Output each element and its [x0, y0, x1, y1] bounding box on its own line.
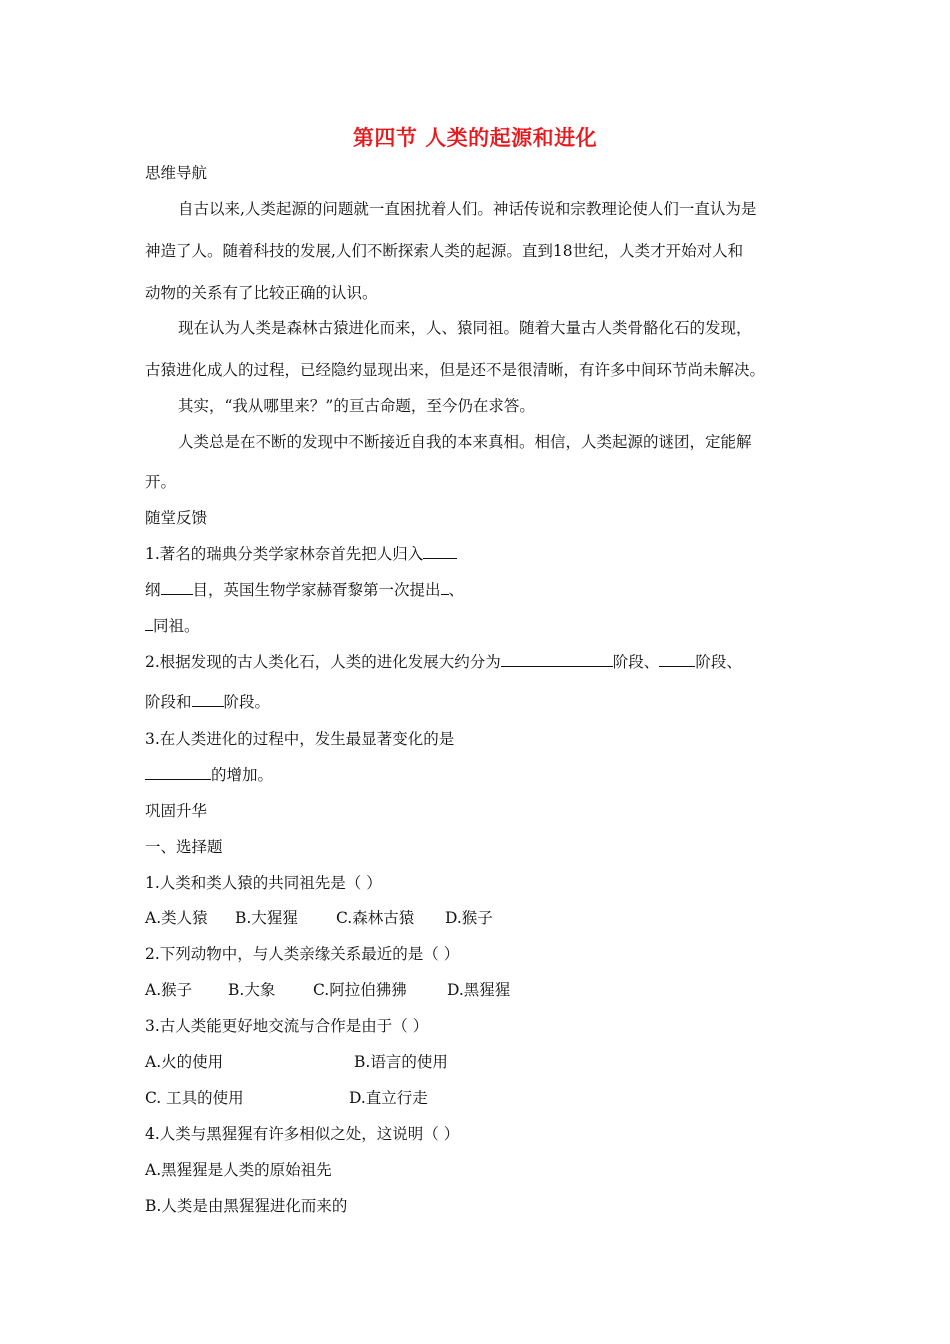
answer-blank [161, 580, 193, 595]
choice-q1-option-c: C.森林古猿 [336, 909, 415, 927]
intro-paragraph-1-line-3: 动物的关系有了比较正确的认识。 [145, 284, 378, 302]
feedback-q1-text: 1.著名的瑞典分类学家林奈首先把人归入 [145, 545, 424, 563]
choice-q3-option-b: B.语言的使用 [354, 1053, 448, 1071]
feedback-q1-text-order: 目，英国生物学家赫胥黎第一次提出 [192, 581, 441, 599]
intro-paragraph-3: 其实，“我从哪里来？”的亘古命题，至今仍在求答。 [178, 397, 535, 415]
choice-q4-stem: 4.人类与黑猩猩有许多相似之处，这说明（ ） [145, 1125, 460, 1143]
answer-blank [192, 692, 224, 707]
section-heading-choice: 一、选择题 [145, 838, 223, 856]
feedback-q1-line-1 [145, 544, 457, 564]
choice-q4-option-b: B.人类是由黑猩猩进化而来的 [145, 1197, 348, 1215]
section-heading-guide: 思维导航 [145, 164, 208, 182]
answer-blank [659, 652, 695, 667]
choice-q3-stem: 3.古人类能更好地交流与合作是由于（ ） [145, 1017, 429, 1035]
feedback-q1-text-class: 纲 [145, 581, 161, 599]
choice-q3-option-a: A.火的使用 [145, 1053, 224, 1071]
choice-q3-option-c: C. 工具的使用 [145, 1089, 244, 1107]
intro-paragraph-4-line-2: 开。 [145, 473, 177, 491]
section-heading-feedback: 随堂反馈 [145, 509, 208, 527]
feedback-q1-text-comma: 、 [448, 581, 465, 599]
intro-paragraph-4-line-1: 人类总是在不断的发现中不断接近自我的本来真相。相信，人类起源的谜团，定能解 [178, 433, 752, 451]
answer-blank [423, 544, 457, 559]
choice-q2-option-c: C.阿拉伯狒狒 [313, 981, 407, 999]
answer-blank [145, 616, 153, 631]
choice-q3-option-d: D.直立行走 [349, 1089, 428, 1107]
feedback-q1-line-3 [145, 616, 200, 636]
feedback-q2-stage-2: 阶段、 [695, 653, 742, 671]
feedback-q3-text-increase: 的增加。 [211, 766, 274, 784]
feedback-q3-line-1: 3.在人类进化的过程中，发生最显著变化的是 [145, 730, 455, 748]
choice-q1-option-b: B.大猩猩 [235, 909, 298, 927]
feedback-q2-line-2 [145, 692, 270, 712]
choice-q2-option-a: A.猴子 [145, 981, 193, 999]
feedback-q1-line-2 [145, 580, 464, 600]
feedback-q2-line-1 [145, 652, 742, 672]
page-title: 第四节 人类的起源和进化 [352, 126, 598, 150]
intro-paragraph-1-line-1: 自古以来,人类起源的问题就一直困扰着人们。神话传说和宗教理论使人们一直认为是 [178, 200, 757, 218]
choice-q1-stem: 1.人类和类人猿的共同祖先是（ ） [145, 874, 382, 892]
section-heading-consolidate: 巩固升华 [145, 802, 208, 820]
answer-blank [441, 580, 449, 595]
choice-q4-option-a: A.黑猩猩是人类的原始祖先 [145, 1161, 332, 1179]
choice-q1-option-a: A.类人猿 [145, 909, 208, 927]
feedback-q1-text-ancestor: 同祖。 [153, 617, 200, 635]
intro-paragraph-2-line-2: 古猿进化成人的过程，已经隐约显现出来，但是还不是很清晰，有许多中间环节尚未解决。 [145, 361, 766, 379]
feedback-q2-stage-4: 阶段。 [223, 693, 271, 711]
feedback-q2-stage-1: 阶段、 [612, 653, 660, 671]
intro-paragraph-1-line-2: 神造了人。随着科技的发展,人们不断探索人类的起源。直到18世纪，人类才开始对人和 [145, 242, 744, 260]
choice-q2-stem: 2.下列动物中，与人类亲缘关系最近的是（ ） [145, 945, 460, 963]
intro-paragraph-2-line-1: 现在认为人类是森林古猿进化而来，人、猿同祖。随着大量古人类骨骼化石的发现， [178, 319, 752, 337]
feedback-q2-stage-3: 阶段和 [145, 693, 192, 711]
choice-q1-option-d: D.猴子 [445, 909, 493, 927]
feedback-q3-line-2 [145, 765, 273, 785]
answer-blank [145, 765, 211, 780]
feedback-q2-text: 2.根据发现的古人类化石，人类的进化发展大约分为 [145, 653, 501, 671]
choice-q2-option-b: B.大象 [228, 981, 276, 999]
choice-q2-option-d: D.黑猩猩 [447, 981, 511, 999]
answer-blank [501, 652, 613, 667]
